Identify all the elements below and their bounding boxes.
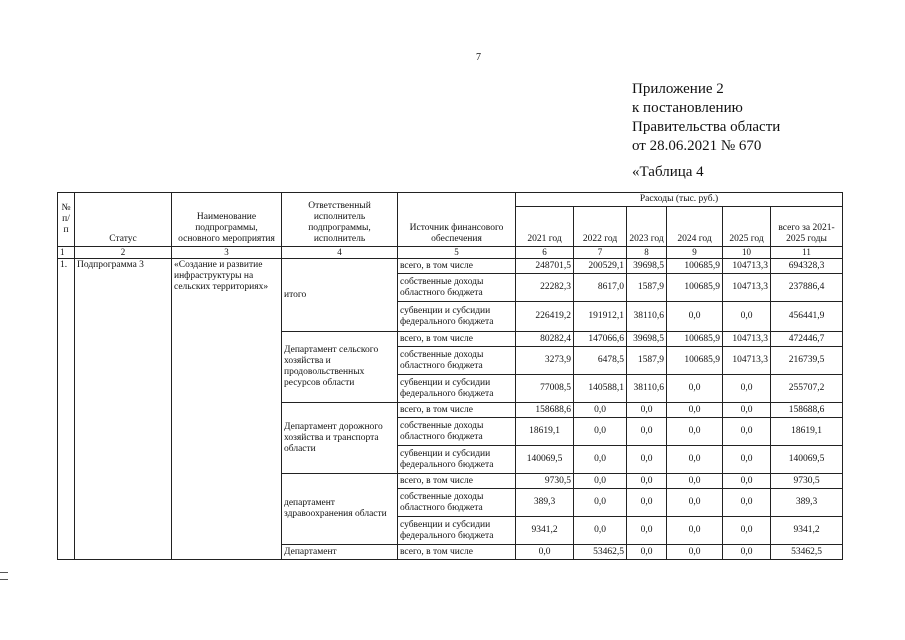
index-cell: 6 bbox=[516, 247, 574, 259]
source-cell: всего, в том числе bbox=[398, 474, 516, 489]
value-cell: 100685,9 bbox=[667, 274, 723, 302]
value-cell: 140069,5 bbox=[516, 446, 574, 474]
index-cell: 2 bbox=[75, 247, 172, 259]
header-no: № п/ п bbox=[58, 193, 75, 247]
header-source: Источник финансового обеспечения bbox=[398, 193, 516, 247]
value-cell: 0,0 bbox=[574, 418, 627, 446]
value-cell: 0,0 bbox=[723, 418, 771, 446]
value-cell: 226419,2 bbox=[516, 302, 574, 332]
value-cell: 0,0 bbox=[627, 403, 667, 418]
appendix-line: Правительства области bbox=[632, 119, 781, 135]
source-cell: всего, в том числе bbox=[398, 259, 516, 274]
executor-cell: Департамент дорожного хозяйства и транспорта области bbox=[282, 403, 398, 474]
value-cell: 39698,5 bbox=[627, 332, 667, 347]
value-cell: 0,0 bbox=[723, 302, 771, 332]
row-number: 1. bbox=[58, 259, 75, 560]
header-executor: Ответственный исполнитель подпрограммы, исполнитель bbox=[282, 193, 398, 247]
value-cell: 0,0 bbox=[627, 545, 667, 560]
value-cell: 0,0 bbox=[574, 517, 627, 545]
index-cell: 10 bbox=[723, 247, 771, 259]
source-cell: субвенции и субсидии федерального бюджета bbox=[398, 446, 516, 474]
value-cell: 18619,1 bbox=[516, 418, 574, 446]
source-cell: всего, в том числе bbox=[398, 545, 516, 560]
appendix-line: от 28.06.2021 № 670 bbox=[632, 138, 762, 154]
index-cell: 11 bbox=[771, 247, 843, 259]
table-row bbox=[58, 259, 843, 274]
value-cell: 140069,5 bbox=[771, 446, 843, 474]
header-year: 2025 год bbox=[723, 207, 771, 247]
table-caption: «Таблица 4 bbox=[632, 164, 704, 180]
margin-mark bbox=[0, 572, 8, 580]
header-year: 2022 год bbox=[574, 207, 627, 247]
value-cell: 0,0 bbox=[627, 474, 667, 489]
value-cell: 104713,3 bbox=[723, 332, 771, 347]
value-cell: 0,0 bbox=[723, 403, 771, 418]
row-status: Подпрограмма 3 bbox=[75, 259, 172, 560]
value-cell: 104713,3 bbox=[723, 274, 771, 302]
source-cell: собственные доходы областного бюджета bbox=[398, 418, 516, 446]
value-cell: 694328,3 bbox=[771, 259, 843, 274]
value-cell: 9730,5 bbox=[516, 474, 574, 489]
value-cell: 38110,6 bbox=[627, 375, 667, 403]
value-cell: 0,0 bbox=[667, 302, 723, 332]
index-cell: 7 bbox=[574, 247, 627, 259]
value-cell: 191912,1 bbox=[574, 302, 627, 332]
value-cell: 0,0 bbox=[723, 474, 771, 489]
source-cell: собственные доходы областного бюджета bbox=[398, 274, 516, 302]
value-cell: 0,0 bbox=[723, 517, 771, 545]
index-cell: 1 bbox=[58, 247, 75, 259]
appendix-line: к постановлению bbox=[632, 100, 743, 116]
value-cell: 237886,4 bbox=[771, 274, 843, 302]
budget-table bbox=[57, 192, 843, 560]
value-cell: 158688,6 bbox=[771, 403, 843, 418]
value-cell: 0,0 bbox=[723, 489, 771, 517]
value-cell: 140588,1 bbox=[574, 375, 627, 403]
index-cell: 8 bbox=[627, 247, 667, 259]
value-cell: 38110,6 bbox=[627, 302, 667, 332]
value-cell: 80282,4 bbox=[516, 332, 574, 347]
source-cell: всего, в том числе bbox=[398, 403, 516, 418]
value-cell: 22282,3 bbox=[516, 274, 574, 302]
value-cell: 9730,5 bbox=[771, 474, 843, 489]
value-cell: 6478,5 bbox=[574, 347, 627, 375]
executor-cell: Департамент bbox=[282, 545, 398, 560]
value-cell: 0,0 bbox=[627, 418, 667, 446]
value-cell: 9341,2 bbox=[516, 517, 574, 545]
value-cell: 0,0 bbox=[667, 474, 723, 489]
value-cell: 0,0 bbox=[667, 418, 723, 446]
header-year: 2024 год bbox=[667, 207, 723, 247]
value-cell: 158688,6 bbox=[516, 403, 574, 418]
source-cell: всего, в том числе bbox=[398, 332, 516, 347]
header-status: Статус bbox=[75, 193, 172, 247]
appendix-line: Приложение 2 bbox=[632, 81, 724, 97]
value-cell: 472446,7 bbox=[771, 332, 843, 347]
value-cell: 0,0 bbox=[667, 517, 723, 545]
page-number: 7 bbox=[476, 52, 481, 63]
value-cell: 104713,3 bbox=[723, 347, 771, 375]
index-cell: 5 bbox=[398, 247, 516, 259]
index-row bbox=[58, 247, 843, 259]
value-cell: 39698,5 bbox=[627, 259, 667, 274]
value-cell: 0,0 bbox=[667, 403, 723, 418]
value-cell: 216739,5 bbox=[771, 347, 843, 375]
source-cell: собственные доходы областного бюджета bbox=[398, 347, 516, 375]
value-cell: 0,0 bbox=[627, 489, 667, 517]
value-cell: 0,0 bbox=[574, 474, 627, 489]
value-cell: 8617,0 bbox=[574, 274, 627, 302]
value-cell: 255707,2 bbox=[771, 375, 843, 403]
source-cell: субвенции и субсидии федерального бюджета bbox=[398, 375, 516, 403]
row-name: «Создание и развитие инфраструктуры на сельских территориях» bbox=[172, 259, 282, 560]
index-cell: 4 bbox=[282, 247, 398, 259]
value-cell: 389,3 bbox=[771, 489, 843, 517]
value-cell: 53462,5 bbox=[771, 545, 843, 560]
value-cell: 0,0 bbox=[723, 375, 771, 403]
value-cell: 0,0 bbox=[723, 545, 771, 560]
value-cell: 100685,9 bbox=[667, 259, 723, 274]
executor-cell: Департамент сельского хозяйства и продовольственных ресурсов области bbox=[282, 332, 398, 403]
value-cell: 200529,1 bbox=[574, 259, 627, 274]
value-cell: 3273,9 bbox=[516, 347, 574, 375]
value-cell: 53462,5 bbox=[574, 545, 627, 560]
value-cell: 0,0 bbox=[667, 375, 723, 403]
header-expenses: Расходы (тыс. руб.) bbox=[516, 193, 843, 207]
value-cell: 389,3 bbox=[516, 489, 574, 517]
value-cell: 1587,9 bbox=[627, 347, 667, 375]
value-cell: 18619,1 bbox=[771, 418, 843, 446]
value-cell: 9341,2 bbox=[771, 517, 843, 545]
value-cell: 0,0 bbox=[667, 446, 723, 474]
source-cell: субвенции и субсидии федерального бюджета bbox=[398, 302, 516, 332]
value-cell: 0,0 bbox=[723, 446, 771, 474]
value-cell: 100685,9 bbox=[667, 332, 723, 347]
index-cell: 9 bbox=[667, 247, 723, 259]
index-cell: 3 bbox=[172, 247, 282, 259]
header-name: Наименование подпрограммы, основного мероприятия bbox=[172, 193, 282, 247]
value-cell: 0,0 bbox=[627, 446, 667, 474]
value-cell: 0,0 bbox=[574, 403, 627, 418]
header-year: 2023 год bbox=[627, 207, 667, 247]
value-cell: 1587,9 bbox=[627, 274, 667, 302]
source-cell: собственные доходы областного бюджета bbox=[398, 489, 516, 517]
executor-cell: департамент здравоохранения области bbox=[282, 474, 398, 545]
value-cell: 104713,3 bbox=[723, 259, 771, 274]
value-cell: 77008,5 bbox=[516, 375, 574, 403]
value-cell: 0,0 bbox=[574, 489, 627, 517]
value-cell: 100685,9 bbox=[667, 347, 723, 375]
source-cell: субвенции и субсидии федерального бюджета bbox=[398, 517, 516, 545]
value-cell: 0,0 bbox=[574, 446, 627, 474]
value-cell: 0,0 bbox=[516, 545, 574, 560]
value-cell: 0,0 bbox=[627, 517, 667, 545]
value-cell: 248701,5 bbox=[516, 259, 574, 274]
value-cell: 147066,6 bbox=[574, 332, 627, 347]
appendix-heading bbox=[632, 80, 780, 156]
value-cell: 0,0 bbox=[667, 545, 723, 560]
executor-cell: итого bbox=[282, 259, 398, 332]
header-total: всего за 2021-2025 годы bbox=[771, 207, 843, 247]
value-cell: 0,0 bbox=[667, 489, 723, 517]
header-year: 2021 год bbox=[516, 207, 574, 247]
value-cell: 456441,9 bbox=[771, 302, 843, 332]
